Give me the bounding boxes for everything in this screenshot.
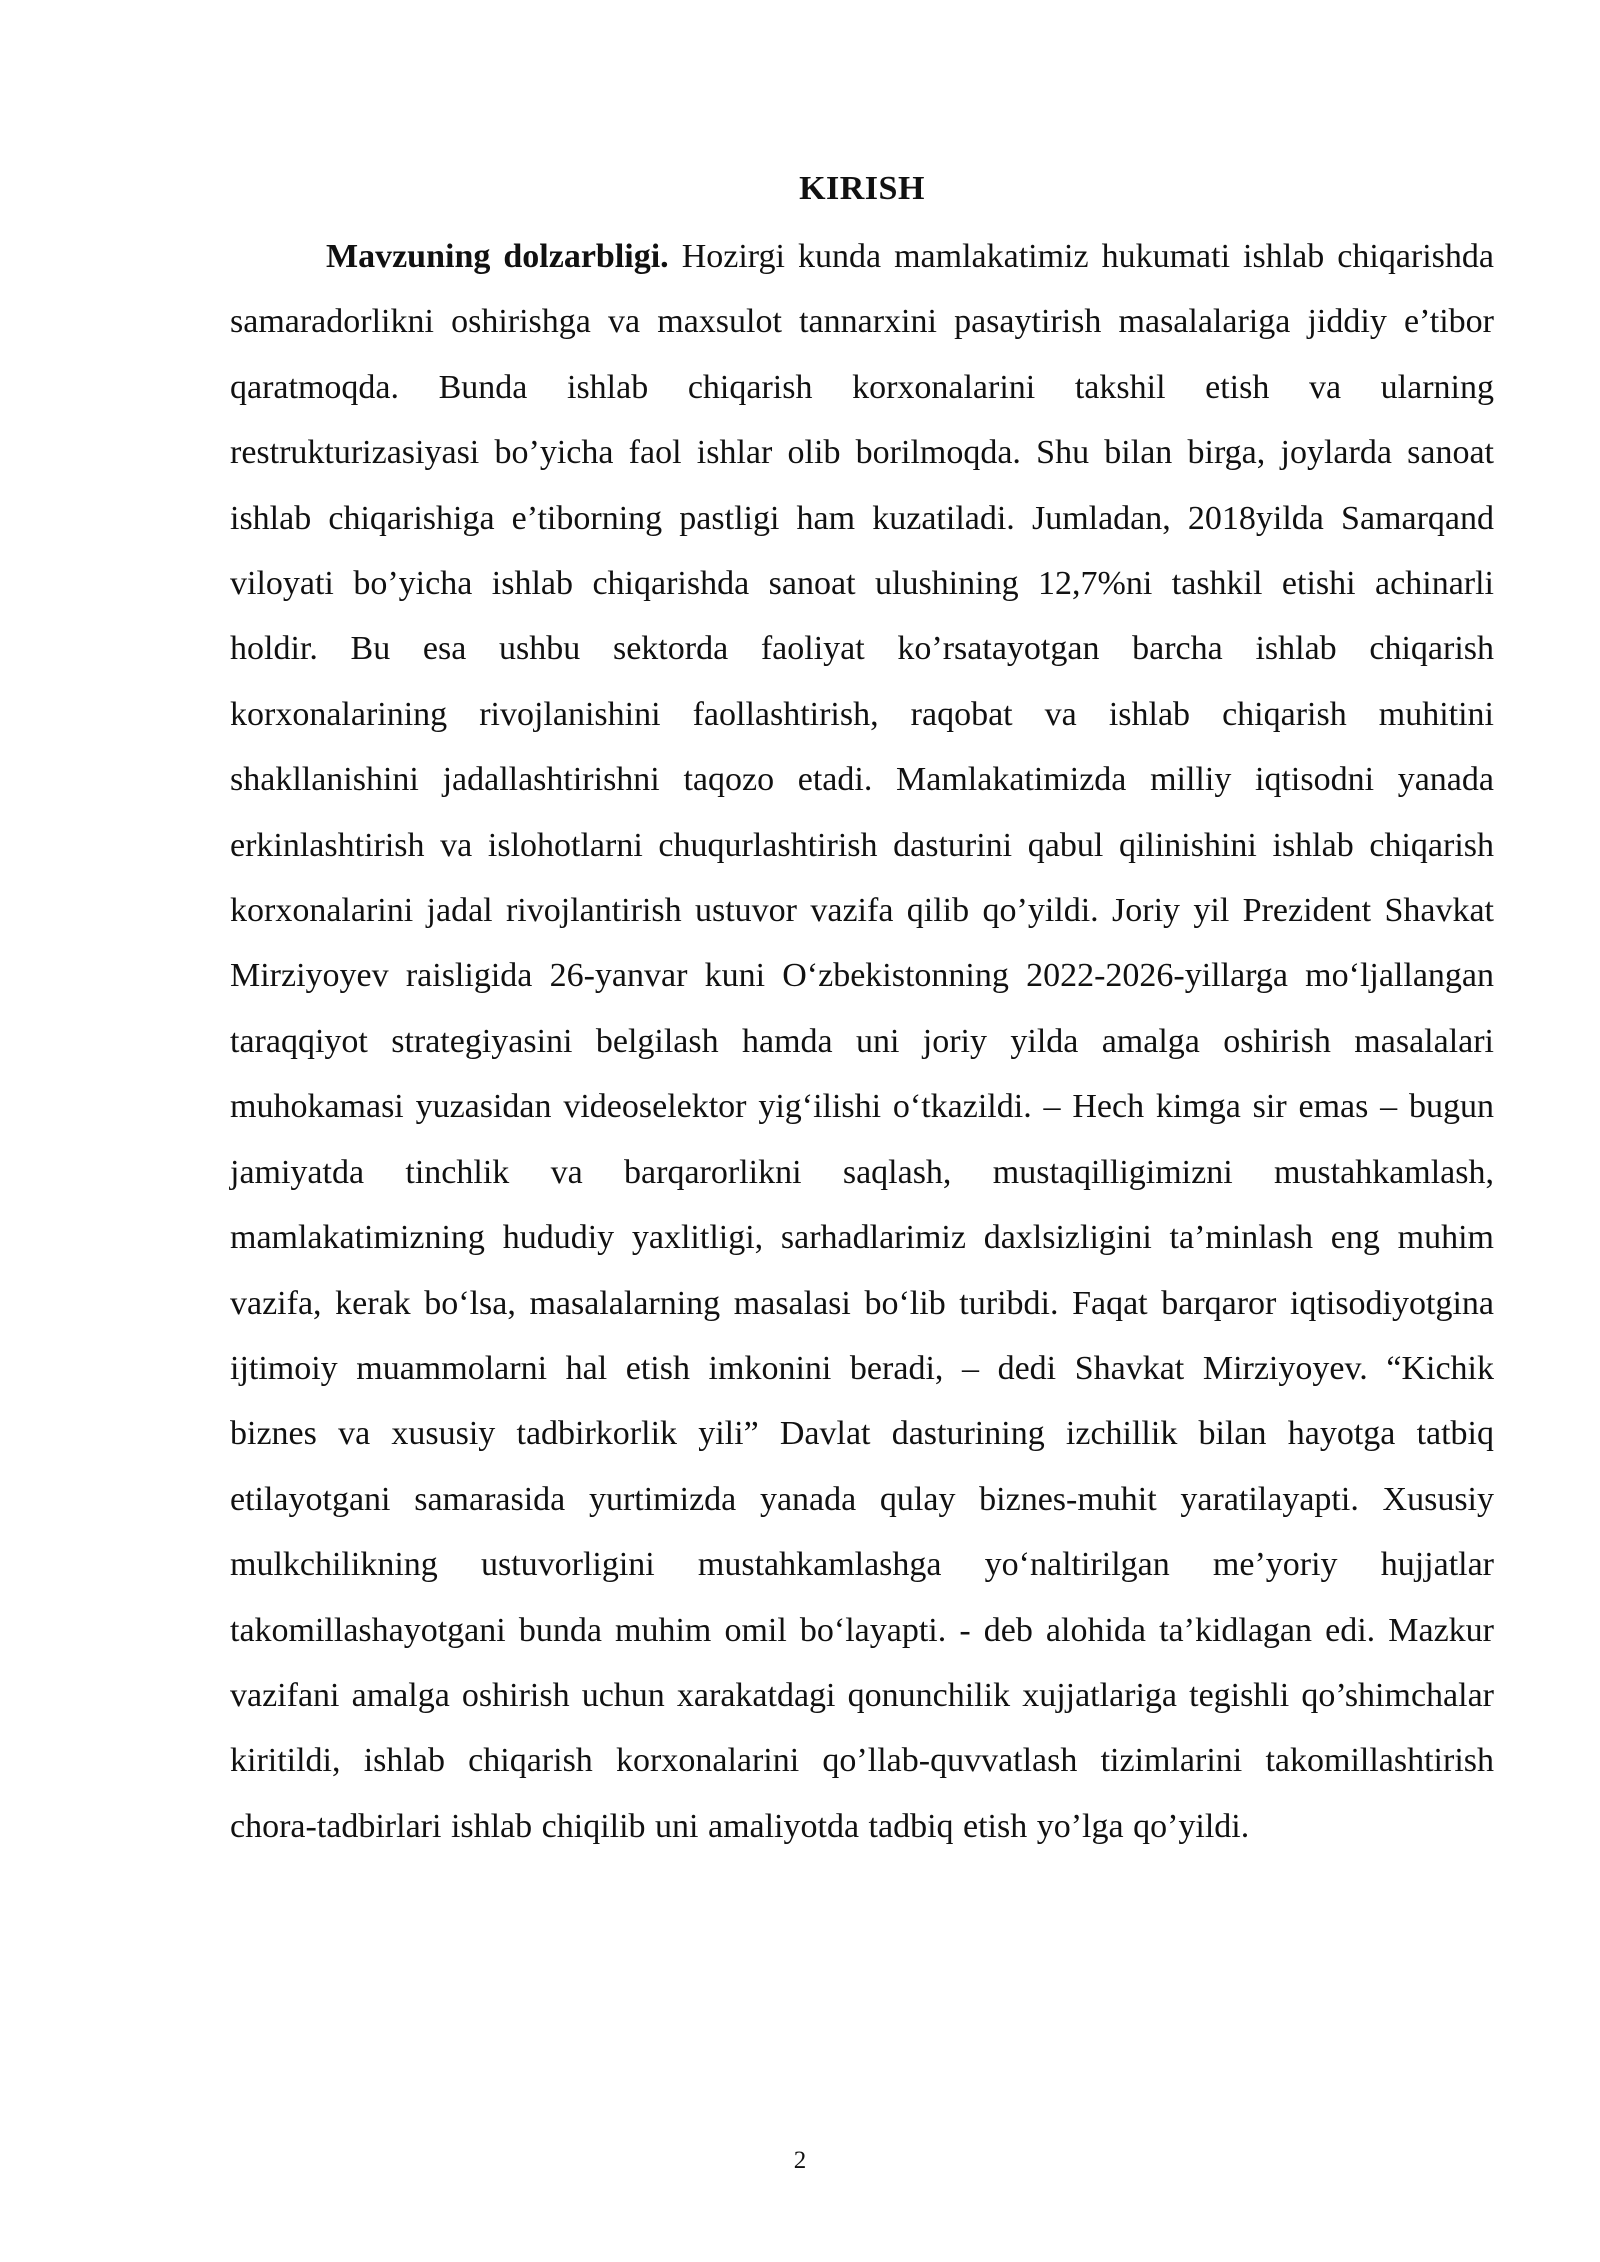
paragraph-text: Hozirgi kunda mamlakatimiz hukumati ishlab chiqarishda samaradorlikni oshirishga va maxsulot tannarxini pasaytirish masalalariga jiddiy e’tibor qaratmoqda. Bunda ishlab chiqarish korxonalarini takshil etish va ularning restrukturizasiyasi bo’yicha faol ishlar olib borilmoqda. Shu bilan birga, joylarda sanoat ishlab chiqarishiga e’tiborning pastligi ham kuzatiladi. Jumladan, 2018yilda Samarqand viloyati bo’yicha ishlab chiqarishda sanoat ulushining 12,7%ni tashkil etishi achinarli holdir. Bu esa ushbu sektorda faoliyat ko’rsatayotgan barcha ishlab chiqarish korxonalarining rivojlanishini faollashtirish, raqobat va ishlab chiqarish muhitini shakllanishini jadallashtirishni taqozo etadi. Mamlakatimizda milliy iqtisodni yanada erkinlashtirish va islohotlarni chuqurlashtirish dasturini qabul qilinishini ishlab chiqarish korxonalarini jadal rivojlantirish ustuvor vazifa qilib qo’yildi. Joriy yil Prezident Shavkat Mirziyoyev raisligida 26-yanvar kuni O‘zbekistonning 2022-2026-yillarga mo‘ljallangan taraqqiyot strategiyasini belgilash hamda uni joriy yilda amalga oshirish masalalari muhokamasi yuzasidan videoselektor yig‘ilishi o‘tkazildi. – Hech kimga sir emas – bugun jamiyatda tinchlik va barqarorlikni saqlash, mustaqilligimizni mustahkamlash, mamlakatimizning hududiy yaxlitligi, sarhadlarimiz daxlsizligini ta’minlash eng muhim vazifa, kerak bo‘lsa, masalalarning masalasi bo‘lib turibdi. Faqat barqaror iqtisodiyotgina ijtimoiy muammolarni hal etish imkonini beradi, – dedi Shavkat Mirziyoyev. “Kichik biznes va xususiy tadbirkorlik yili” Davlat dasturining izchillik bilan hayotga tatbiq etilayotgani samarasida yurtimizda yanada qulay biznes-muhit yaratilayapti. Xususiy mulkchilikning ustuvorligini mustahkamlashga yo‘naltirilgan me’yoriy hujjatlar takomillashayotgani bunda muhim omil bo‘layapti. - deb alohida ta’kidlagan edi. Mazkur vazifani amalga oshirish uchun xarakatdagi qonunchilik xujjatlariga tegishli qo’shimchalar kiritildi, ishlab chiqarish korxonalarini qo’llab-quvvatlash tizimlarini takomillashtirish chora-tadbirlari ishlab chiqilib uni amaliyotda tadbiq etish yo’lga qo’yildi. xyxy=(230,238,1495,1845)
section-heading: KIRISH xyxy=(799,170,925,207)
page-number: 2 xyxy=(793,2147,807,2174)
paragraph-lead: Mavzuning dolzarbligi. xyxy=(326,238,669,275)
body-paragraph xyxy=(230,224,1494,1859)
page-content xyxy=(230,160,1494,1859)
